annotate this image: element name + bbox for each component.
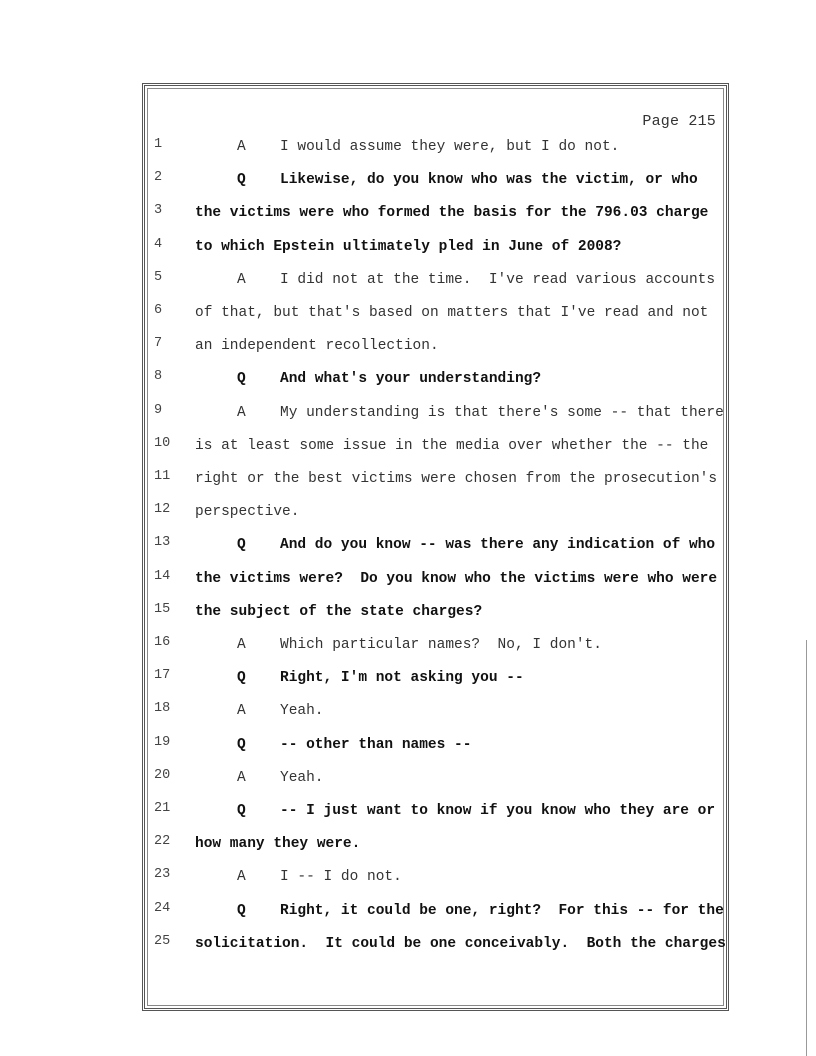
line-number: 8	[154, 369, 163, 385]
transcript-line-text: Likewise, do you know who was the victim, or who	[280, 172, 698, 189]
line-number: 2	[154, 170, 163, 186]
transcript-line-text: -- other than names --	[280, 736, 472, 753]
transcript-line-text: the subject of the state charges?	[195, 603, 483, 620]
speaker-label: Q	[237, 371, 246, 388]
line-number: 21	[154, 801, 171, 816]
line-number: 25	[154, 933, 171, 949]
speaker-label: Q	[237, 736, 246, 753]
speaker-label: A	[237, 404, 246, 421]
transcript-line-text: I did not at the time. I've read various accounts	[280, 271, 716, 288]
transcript-line-text: is at least some issue in the media over whether the -- the	[195, 437, 709, 454]
line-number: 7	[154, 336, 163, 352]
speaker-label: Q	[237, 537, 246, 554]
transcript-line-text: the victims were who formed the basis for the 796.03 charge	[195, 205, 709, 222]
transcript-line-text: My understanding is that there's some -- that there	[280, 404, 724, 421]
margin-rule	[806, 640, 807, 1056]
transcript-line-text: how many they were.	[195, 836, 361, 853]
transcript-line-text: the victims were? Do you know who the victims were who were	[195, 570, 718, 587]
line-number: 20	[154, 767, 171, 783]
page-number: Page 215	[642, 113, 716, 130]
line-number: 13	[154, 535, 171, 551]
line-number: 19	[154, 734, 171, 750]
line-number: 18	[154, 701, 171, 717]
transcript-line-text: Right, it could be one, right? For this -- for the	[280, 902, 724, 919]
line-number: 17	[154, 668, 171, 684]
line-number: 22	[154, 834, 171, 850]
line-number: 15	[154, 601, 171, 617]
transcript-line-text: I -- I do not.	[280, 869, 402, 886]
line-number: 1	[154, 137, 163, 152]
speaker-label: A	[237, 271, 246, 288]
transcript-line-text: an independent recollection.	[195, 338, 439, 355]
transcript-line-text: perspective.	[195, 504, 300, 521]
speaker-label: Q	[237, 670, 246, 687]
transcript-line-text: I would assume they were, but I do not.	[280, 139, 620, 155]
line-number: 23	[154, 867, 171, 883]
speaker-label: A	[237, 869, 246, 886]
line-number: 4	[154, 236, 163, 252]
line-number: 12	[154, 502, 171, 518]
speaker-label: A	[237, 139, 246, 155]
transcript-line-text: solicitation. It could be one conceivably. Both the charges	[195, 935, 726, 952]
speaker-label: A	[237, 769, 246, 786]
transcript-line-text: Yeah.	[280, 703, 324, 720]
transcript-line-text: to which Epstein ultimately pled in June of 2008?	[195, 238, 622, 255]
transcript-line-text: Right, I'm not asking you --	[280, 670, 524, 687]
line-number: 5	[154, 269, 163, 285]
line-number: 6	[154, 303, 163, 318]
transcript-line-text: And what's your understanding?	[280, 371, 542, 388]
line-number: 11	[154, 469, 171, 484]
line-number: 14	[154, 568, 171, 584]
line-number: 24	[154, 900, 171, 916]
transcript-line-text: of that, but that's based on matters that I've read and not	[195, 305, 709, 321]
transcript-line-text: -- I just want to know if you know who they are or	[280, 803, 716, 819]
speaker-label: A	[237, 703, 246, 720]
transcript-line-text: right or the best victims were chosen from the prosecution's	[195, 471, 718, 487]
speaker-label: Q	[237, 803, 246, 819]
line-number: 9	[154, 402, 163, 418]
speaker-label: A	[237, 637, 246, 653]
speaker-label: Q	[237, 902, 246, 919]
transcript-line-text: Yeah.	[280, 769, 324, 786]
line-number: 3	[154, 203, 163, 219]
transcript-line-text: And do you know -- was there any indication of who	[280, 537, 716, 554]
speaker-label: Q	[237, 172, 246, 189]
line-number: 16	[154, 635, 171, 650]
transcript-line-text: Which particular names? No, I don't.	[280, 637, 602, 653]
line-number: 10	[154, 435, 171, 451]
